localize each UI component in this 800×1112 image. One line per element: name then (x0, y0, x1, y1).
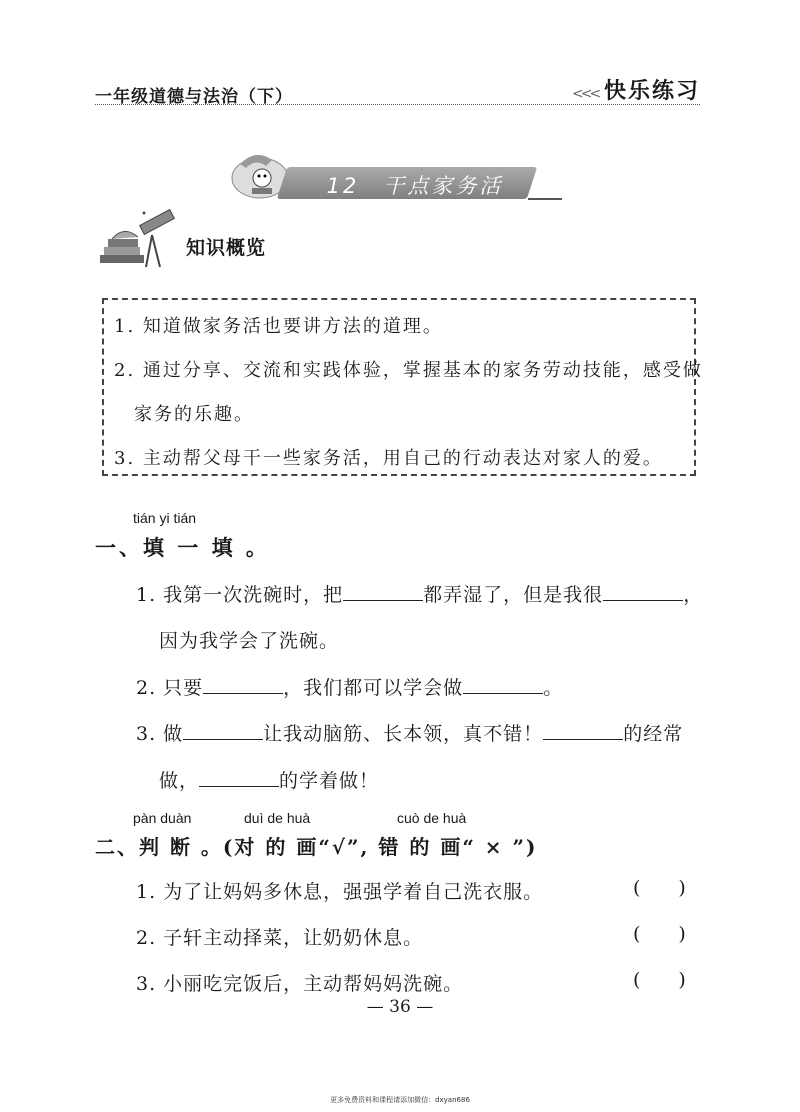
header-divider (95, 104, 700, 105)
answer-paren-3[interactable]: () (633, 969, 724, 991)
section1-pinyin: tián yi tián (133, 510, 197, 526)
book-title: 一年级道德与法治（下） (95, 87, 293, 107)
fill-q2-text-b: ，我们都可以学会做 (283, 677, 464, 699)
fill-q1-text-a: 1. 我第一次洗碗时，把 (136, 584, 344, 606)
footer-note: 更多免费资料和课程请添加微信：dxyan686 (330, 1096, 470, 1104)
fill-question-3-continued (159, 766, 379, 793)
fill-question-3 (136, 719, 683, 746)
series-name: 快乐练习 (604, 79, 701, 104)
fill-blank[interactable] (463, 675, 543, 694)
fill-q2-text-c: 。 (543, 677, 564, 699)
fill-q3-cont-text-b: 的学着做！ (279, 770, 380, 792)
section1-title: 一、填 一 填 。 (95, 535, 270, 560)
fill-blank[interactable] (183, 721, 263, 740)
fill-question-1-continued: 因为我学会了洗碗。 (159, 630, 340, 652)
objective-2-continued: 家务的乐趣。 (134, 404, 254, 425)
section2-title: 二、判 断 。(对 的 画“√”, 错 的 画“ × ”) (95, 835, 538, 859)
lesson-title: 12 干点家务活 (326, 174, 504, 198)
overview-heading: 知识概览 (186, 237, 267, 259)
fill-blank[interactable] (203, 675, 283, 694)
judge-item-3: 3. 小丽吃完饭后，主动帮妈妈洗碗。 (136, 973, 464, 995)
fill-q2-text-a: 2. 只要 (136, 677, 204, 699)
section2-pinyin-2: duì de huà (244, 810, 311, 826)
fill-q3-cont-text-a: 做， (159, 770, 200, 792)
fill-question-2 (136, 673, 563, 700)
telescope-icon (98, 207, 180, 273)
objective-2: 2. 通过分享、交流和实践体验，掌握基本的家务劳动技能，感受做 (114, 360, 703, 381)
answer-paren-2[interactable]: () (633, 923, 724, 945)
section2-pinyin-1: pàn duàn (133, 810, 192, 826)
answer-paren-1[interactable]: () (633, 877, 724, 899)
fill-q1-text-c: ， (683, 584, 704, 606)
fill-q3-text-b: 让我动脑筋、长本领，真不错！ (263, 723, 544, 745)
page-number: — 36 — (366, 997, 434, 1017)
section2-pinyin-3: cuò de huà (397, 810, 467, 826)
judge-item-1: 1. 为了让妈妈多休息，强强学着自己洗衣服。 (136, 881, 544, 903)
lesson-banner-tail (528, 198, 562, 200)
chevron-decoration: <<< (572, 86, 599, 102)
objective-1: 1. 知道做家务活也要讲方法的道理。 (114, 316, 443, 337)
fill-question-1 (136, 580, 703, 607)
fill-blank[interactable] (603, 582, 683, 601)
judge-item-2: 2. 子轩主动择菜，让奶奶休息。 (136, 927, 424, 949)
fill-blank[interactable] (343, 582, 423, 601)
fill-q1-text-b: 都弄湿了，但是我很 (423, 584, 604, 606)
fill-q3-text-c: 的经常 (623, 723, 684, 745)
objective-3: 3. 主动帮父母干一些家务活，用自己的行动表达对家人的爱。 (114, 448, 663, 469)
fill-q3-text-a: 3. 做 (136, 723, 184, 745)
objectives-box (102, 298, 703, 476)
fill-blank[interactable] (543, 721, 623, 740)
fill-blank[interactable] (199, 768, 279, 787)
